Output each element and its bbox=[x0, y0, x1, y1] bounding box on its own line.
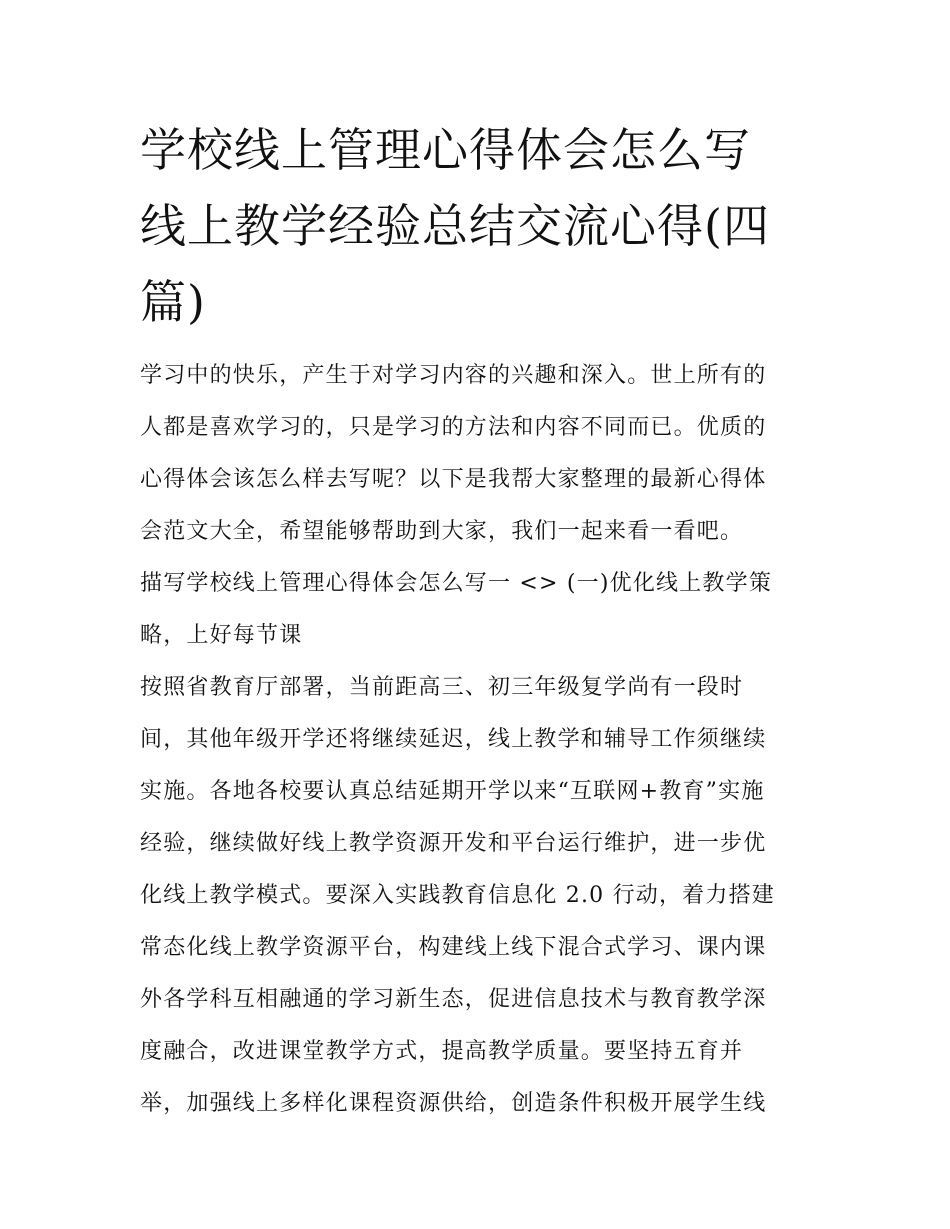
text-line: 描写学校线上管理心得体会怎么写一 <> (一)优化线上教学策 bbox=[140, 571, 773, 596]
text-line: 经验，继续做好线上教学资源开发和平台运行维护，进一步优 bbox=[140, 831, 767, 856]
title-line: 学校线上管理心得体会怎么写 bbox=[140, 123, 751, 177]
text-line: 略，上好每节课 bbox=[140, 623, 303, 648]
intro-paragraph bbox=[140, 350, 814, 558]
text-line: 按照省教育厅部署，当前距高三、初三年级复学尚有一段时 bbox=[140, 675, 744, 700]
title-line: 篇) bbox=[140, 275, 206, 329]
title-line: 线上教学经验总结交流心得(四 bbox=[140, 199, 770, 253]
body-paragraph bbox=[140, 662, 814, 1130]
text-line: 实施。各地各校要认真总结延期开学以来“互联网+教育”实施 bbox=[140, 779, 765, 804]
text-line: 常态化线上教学资源平台，构建线上线下混合式学习、课内课 bbox=[140, 935, 767, 960]
text-line: 会范文大全，希望能够帮助到大家，我们一起来看一看吧。 bbox=[140, 519, 744, 544]
text-line: 心得体会该怎么样去写呢？以下是我帮大家整理的最新心得体 bbox=[140, 467, 767, 492]
document-page bbox=[140, 112, 814, 1130]
section-heading-paragraph bbox=[140, 558, 814, 662]
text-line: 举，加强线上多样化课程资源供给，创造条件积极开展学生线 bbox=[140, 1091, 767, 1116]
text-line: 化线上教学模式。要深入实践教育信息化 2.0 行动，着力搭建 bbox=[140, 883, 775, 908]
text-line: 度融合，改进课堂教学方式，提高教学质量。要坚持五育并 bbox=[140, 1039, 744, 1064]
text-line: 间，其他年级开学还将继续延迟，线上教学和辅导工作须继续 bbox=[140, 727, 767, 752]
text-line: 人都是喜欢学习的，只是学习的方法和内容不同而已。优质的 bbox=[140, 415, 767, 440]
text-line: 外各学科互相融通的学习新生态，促进信息技术与教育教学深 bbox=[140, 987, 767, 1012]
text-line: 学习中的快乐，产生于对学习内容的兴趣和深入。世上所有的 bbox=[140, 363, 767, 388]
document-title bbox=[140, 112, 814, 340]
